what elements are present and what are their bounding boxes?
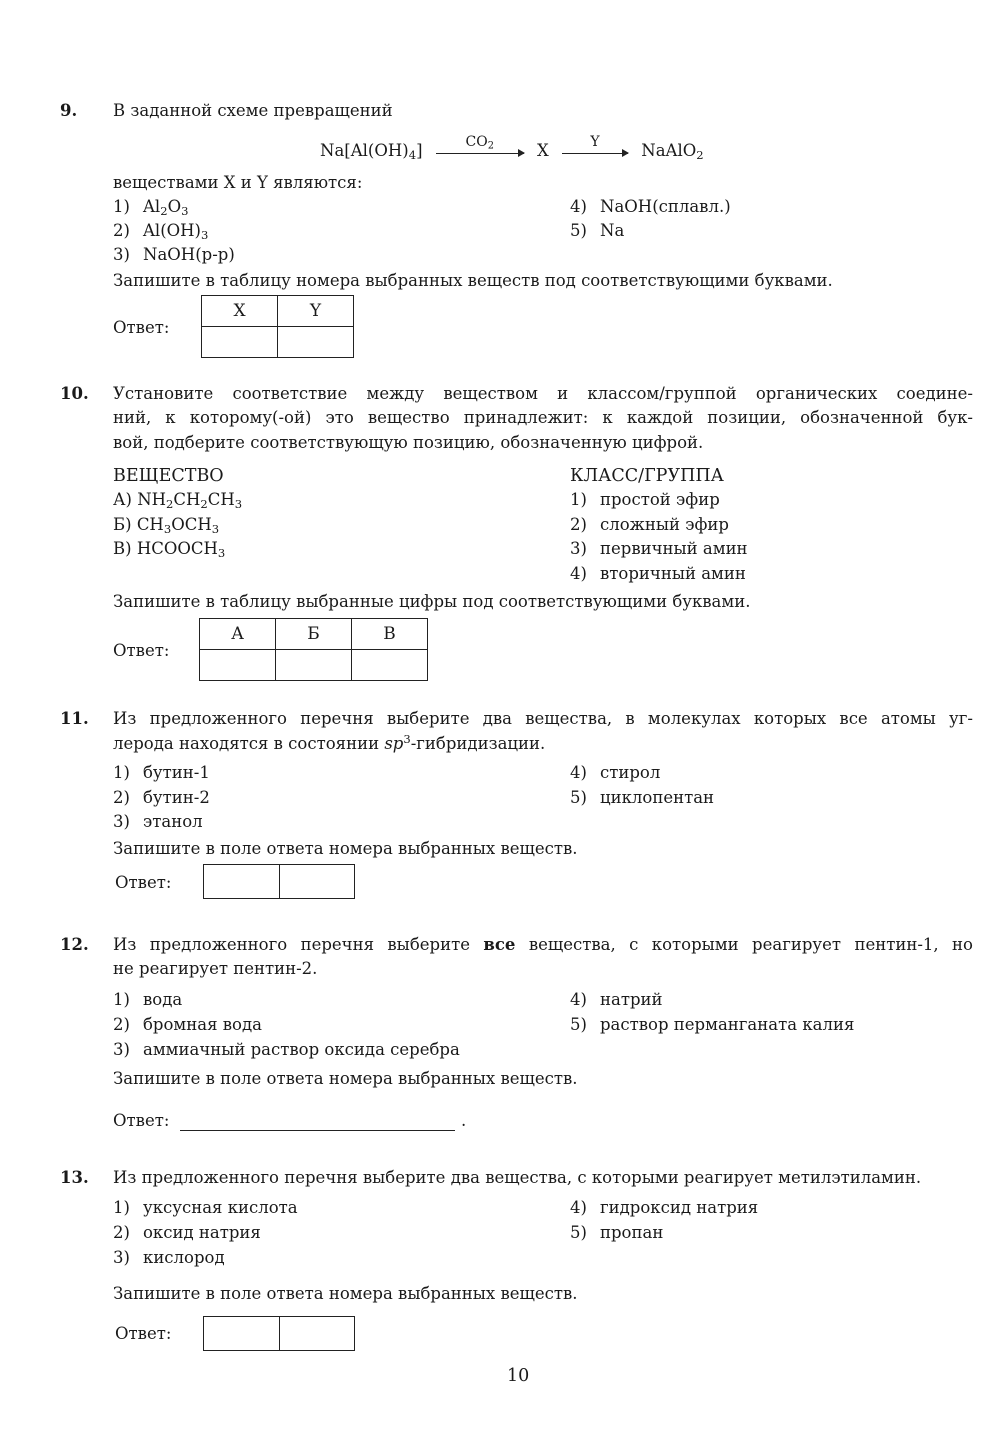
option: 4) стирол: [570, 763, 661, 782]
answer-box[interactable]: [203, 1316, 355, 1351]
option: 2) бромная вода: [113, 1015, 262, 1034]
answer-cell[interactable]: [202, 327, 278, 358]
option: 5) раствор перманганата калия: [570, 1015, 855, 1034]
instruction: Запишите в поле ответа номера выбранных веществ.: [113, 1284, 578, 1303]
table-header: Y: [278, 296, 354, 327]
question-number: 9.: [60, 101, 78, 120]
answer-table: [199, 618, 428, 681]
option: 1) уксусная кислота: [113, 1198, 298, 1217]
option: 3) кислород: [113, 1248, 225, 1267]
answer-cell[interactable]: [200, 650, 276, 681]
answer-label: Ответ:: [115, 873, 172, 892]
page-number: 10: [507, 1366, 530, 1386]
option: 4) гидроксид натрия: [570, 1198, 759, 1217]
option: 3) аммиачный раствор оксида серебра: [113, 1040, 460, 1059]
option: 1) $Al_2O_3$: [113, 197, 189, 218]
class-item: 2) сложный эфир: [570, 515, 729, 534]
instruction: Запишите в таблицу номера выбранных веществ под соответствующими буквами.: [113, 271, 833, 290]
reaction-scheme: [320, 134, 704, 162]
table-header: В: [352, 619, 428, 650]
option: 3) NaOH(р-р): [113, 245, 235, 264]
answer-cell[interactable]: [278, 327, 354, 358]
scheme-end: NaAlO$_2$: [641, 141, 704, 162]
question-number: 11.: [60, 709, 89, 728]
option: 2) $Al(OH)_3$: [113, 221, 209, 242]
table-header: Б: [276, 619, 352, 650]
question-number: 12.: [60, 935, 89, 954]
answer-label: Ответ:: [113, 641, 170, 660]
table-header: А: [200, 619, 276, 650]
answer-cell[interactable]: [204, 1317, 279, 1350]
question-text: вой, подберите соответствующую позицию, обозначенную цифрой.: [113, 433, 704, 452]
answer-label: Ответ:: [113, 318, 170, 337]
question-text: Установите соответствие между веществом и классом/группой органических соедине-: [113, 384, 973, 403]
instruction: Запишите в таблицу выбранные цифры под соответствующими буквами.: [113, 592, 751, 611]
answer-label: Ответ:: [115, 1324, 172, 1343]
instruction: Запишите в поле ответа номера выбранных веществ.: [113, 839, 578, 858]
question-text: Из предложенного перечня выберите два вещества, с которыми реагирует метилэтиламин.: [113, 1168, 922, 1187]
column-header-substance: ВЕЩЕСТВО: [113, 466, 224, 486]
instruction: Запишите в поле ответа номера выбранных веществ.: [113, 1069, 578, 1088]
arrow-label: Y: [590, 134, 600, 150]
option: 5) пропан: [570, 1223, 664, 1242]
question-text: Из предложенного перечня выберите два вещества, в молекулах которых все атомы уг-: [113, 709, 973, 728]
question-text: Из предложенного перечня выберите все вещества, с которыми реагирует пентин-1, но: [113, 935, 973, 954]
table-header: X: [202, 296, 278, 327]
option: 5) Na: [570, 221, 625, 240]
question-number: 13.: [60, 1168, 89, 1187]
answer-label: Ответ:: [113, 1111, 170, 1130]
answer-cell[interactable]: [352, 650, 428, 681]
class-item: 3) первичный амин: [570, 539, 748, 558]
substance-item: В) $HCOOCH_3$: [113, 539, 226, 560]
option: 4) NaOH(сплавл.): [570, 197, 731, 216]
scheme-start: $Na[Al(OH)_4]$: [320, 141, 423, 162]
answer-cell[interactable]: [279, 1317, 355, 1350]
answer-input[interactable]: [180, 1110, 455, 1131]
arrow-icon: [562, 134, 628, 152]
option: 1) вода: [113, 990, 183, 1009]
answer-box[interactable]: [203, 864, 355, 899]
substance-item: А) $NH_2CH_2CH_3$: [113, 490, 243, 511]
option: 2) бутин-2: [113, 788, 210, 807]
class-item: 1) простой эфир: [570, 490, 720, 509]
substance-item: Б) $CH_3OCH_3$: [113, 515, 220, 536]
answer-cell[interactable]: [279, 865, 355, 898]
class-item: 4) вторичный амин: [570, 564, 746, 583]
question-text: ний, к которому(-ой) это вещество принадлежит: к каждой позиции, обозначенной бук-: [113, 408, 973, 427]
question-text: веществами X и Y являются:: [113, 173, 363, 192]
arrow-icon: [436, 134, 524, 152]
answer-cell[interactable]: [204, 865, 279, 898]
answer-table: [201, 295, 354, 358]
option: 2) оксид натрия: [113, 1223, 261, 1242]
question-text: лерода находятся в состоянии $sp^3$-гибридизации.: [113, 732, 546, 753]
column-header-class: КЛАСС/ГРУППА: [570, 466, 724, 486]
arrow-label: $CO_2$: [465, 134, 494, 152]
question-text: В заданной схеме превращений: [113, 101, 393, 120]
question-number: 10.: [60, 384, 89, 403]
option: 5) циклопентан: [570, 788, 715, 807]
scheme-mid: X: [537, 141, 549, 160]
option: 4) натрий: [570, 990, 663, 1009]
option: 1) бутин-1: [113, 763, 210, 782]
question-text: не реагирует пентин-2.: [113, 959, 318, 978]
option: 3) этанол: [113, 812, 203, 831]
answer-end-dot: .: [461, 1111, 467, 1130]
answer-cell[interactable]: [276, 650, 352, 681]
